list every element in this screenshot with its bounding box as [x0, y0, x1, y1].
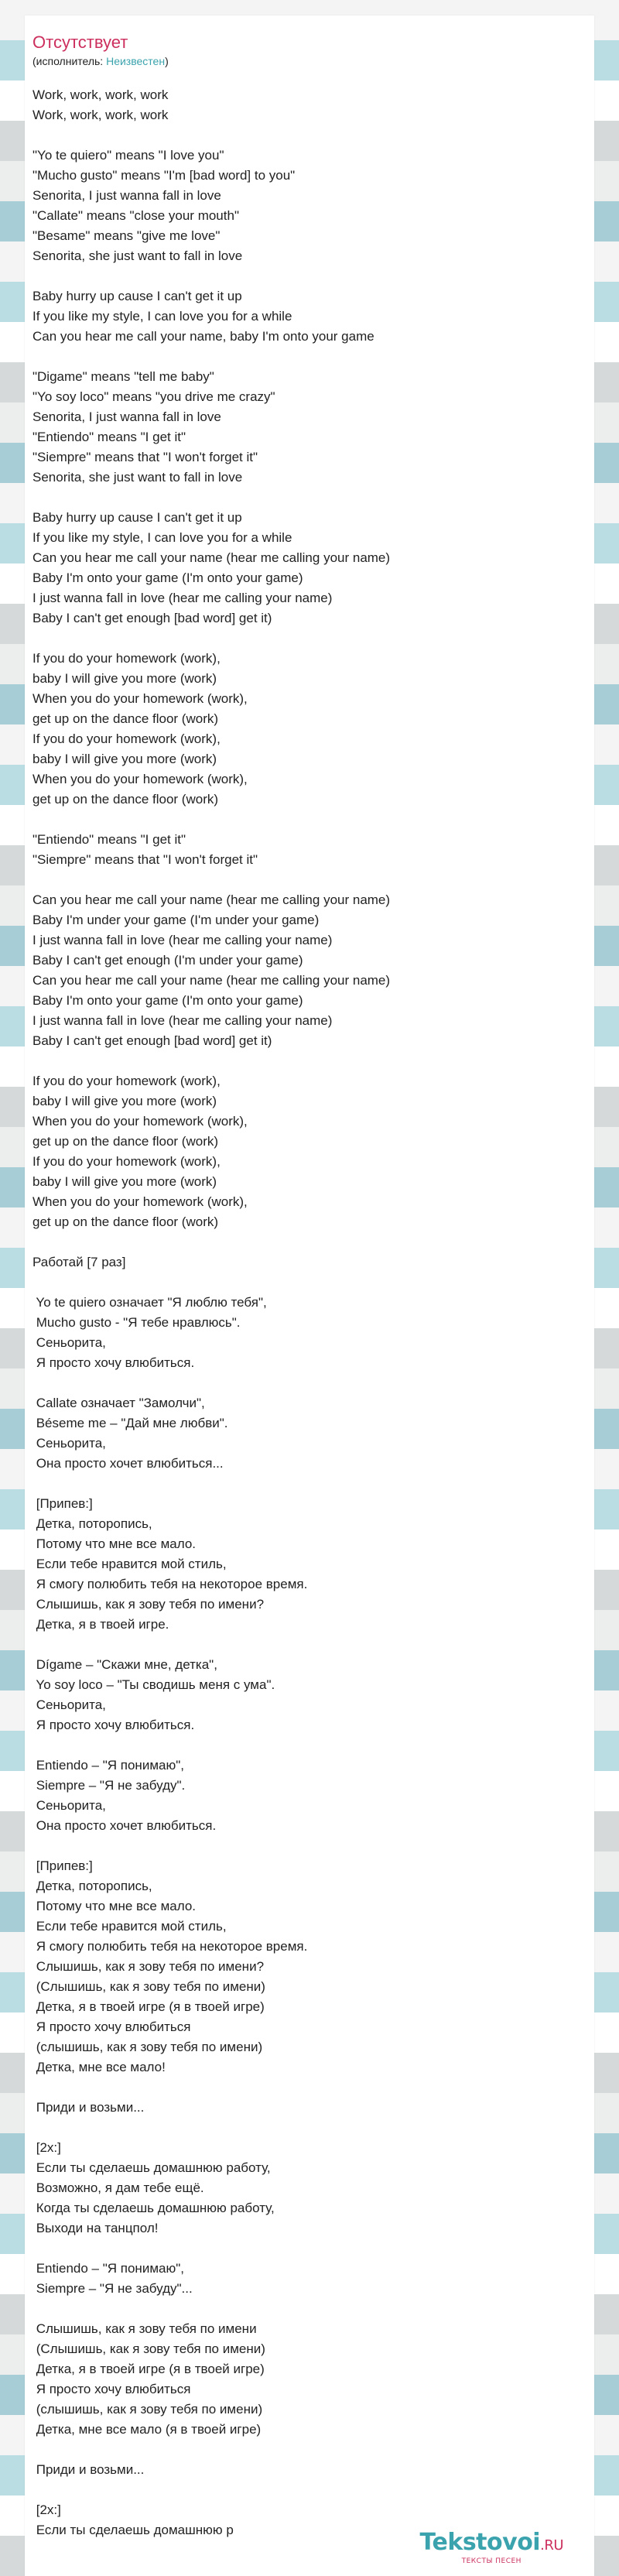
- lyrics-line: Baby I can't get enough (I'm under your game): [32, 953, 303, 968]
- lyrics-blank-line: [32, 1273, 587, 1293]
- lyrics-line: Сеньорита,: [32, 1335, 106, 1350]
- lyrics-line: "Yo te quiero" means "I love you": [32, 148, 224, 163]
- lyrics-blank-line: [32, 2480, 587, 2500]
- lyrics-line: When you do your homework (work),: [32, 772, 248, 786]
- lyrics-line: get up on the dance floor (work): [32, 1134, 219, 1149]
- lyrics-line: baby I will give you more (work): [32, 1174, 217, 1189]
- artist-line: [32, 54, 169, 68]
- lyrics-line: Senorita, I just wanna fall in love: [32, 188, 221, 203]
- lyrics-line: Потому что мне все мало.: [32, 1536, 197, 1551]
- lyrics-line: If you do your homework (work),: [32, 1154, 221, 1169]
- lyrics-blank-line: [32, 1836, 587, 1856]
- lyrics-line: If you do your homework (work),: [32, 731, 221, 746]
- lyrics-line: Dígame – "Скажи мне, детка",: [32, 1657, 217, 1672]
- lyrics-line: [2x:]: [32, 2502, 61, 2517]
- lyrics-line: Выходи на танцпол!: [32, 2221, 159, 2235]
- lyrics-blank-line: [32, 1474, 587, 1494]
- lyrics-line: Baby I'm onto your game (I'm onto your game): [32, 570, 303, 585]
- lyrics-blank-line: [32, 629, 587, 649]
- lyrics-line: Senorita, I just wanna fall in love: [32, 409, 221, 424]
- lyrics-line: Если тебе нравится мой стиль,: [32, 1919, 227, 1934]
- lyrics-blank-line: [32, 1232, 587, 1252]
- lyrics-line: Béseme me – "Дай мне любви".: [32, 1416, 228, 1430]
- lyrics-line: Entiendo – "Я понимаю",: [32, 1758, 184, 1773]
- lyrics-line: Если ты сделаешь домашнюю работу,: [32, 2160, 271, 2175]
- site-logo[interactable]: [420, 2530, 563, 2565]
- lyrics-line: Я смогу полюбить тебя на некоторое время.: [32, 1577, 308, 1591]
- lyrics-line: Can you hear me call your name (hear me calling your name): [32, 550, 391, 565]
- lyrics-line: Я просто хочу влюбиться.: [32, 1355, 195, 1370]
- lyrics-line: If you like my style, I can love you for a while: [32, 530, 292, 545]
- lyrics-line: Приди и возьми...: [32, 2100, 145, 2115]
- lyrics-line: get up on the dance floor (work): [32, 1214, 219, 1229]
- lyrics-line: I just wanna fall in love (hear me calling your name): [32, 933, 333, 947]
- lyrics-line: Сеньорита,: [32, 1697, 106, 1712]
- lyrics-card: [25, 15, 594, 2576]
- lyrics-line: When you do your homework (work),: [32, 1194, 248, 1209]
- logo-wordmark: [420, 2530, 563, 2559]
- lyrics-blank-line: [32, 488, 587, 508]
- lyrics-line: If you do your homework (work),: [32, 651, 221, 666]
- lyrics-line: Can you hear me call your name (hear me calling your name): [32, 892, 391, 907]
- lyrics-line: Слышишь, как я зову тебя по имени?: [32, 1597, 265, 1612]
- lyrics-line: "Entiendo" means "I get it": [32, 832, 186, 847]
- lyrics-blank-line: [32, 2239, 587, 2259]
- lyrics-line: get up on the dance floor (work): [32, 711, 219, 726]
- lyrics-blank-line: [32, 1373, 587, 1393]
- lyrics-line: When you do your homework (work),: [32, 1114, 248, 1129]
- lyrics-blank-line: [32, 1635, 587, 1655]
- lyrics-line: I just wanna fall in love (hear me calling your name): [32, 591, 333, 605]
- lyrics-line: "Besame" means "give me love": [32, 228, 221, 243]
- lyrics-line: Если тебе нравится мой стиль,: [32, 1557, 227, 1571]
- lyrics-line: [Припев:]: [32, 1858, 93, 1873]
- lyrics-line: "Digame" means "tell me baby": [32, 369, 214, 384]
- logo-tagline: ТЕКСТЫ ПЕСЕН: [461, 2557, 522, 2565]
- artist-link[interactable]: Неизвестен: [106, 55, 166, 67]
- lyrics-line: Детка, мне все мало!: [32, 2060, 166, 2074]
- artist-suffix: ): [165, 55, 169, 67]
- lyrics-line: get up on the dance floor (work): [32, 792, 219, 807]
- lyrics-line: Baby I'm under your game (I'm under your game): [32, 913, 320, 927]
- lyrics-blank-line: [32, 870, 587, 890]
- lyrics-line: Baby hurry up cause I can't get it up: [32, 510, 242, 525]
- lyrics-line: (Слышишь, как я зову тебя по имени): [32, 1979, 265, 1994]
- logo-tld: .RU: [540, 2537, 563, 2554]
- lyrics-line: Детка, я в твоей игре.: [32, 1617, 169, 1632]
- lyrics-line: Я просто хочу влюбиться.: [32, 1718, 195, 1732]
- lyrics-blank-line: [32, 2078, 587, 2098]
- lyrics-blank-line: [32, 266, 587, 286]
- lyrics-blank-line: [32, 2118, 587, 2138]
- lyrics-line: Возможно, я дам тебе ещё.: [32, 2180, 204, 2195]
- lyrics-line: Я смогу полюбить тебя на некоторое время.: [32, 1939, 308, 1954]
- lyrics-text: [32, 85, 587, 2540]
- lyrics-line: Детка, я в твоей игре (я в твоей игре): [32, 1999, 265, 2014]
- lyrics-line: Потому что мне все мало.: [32, 1899, 197, 1913]
- lyrics-line: "Mucho gusto" means "I'm [bad word] to you": [32, 168, 296, 183]
- lyrics-blank-line: [32, 2440, 587, 2460]
- lyrics-line: Я просто хочу влюбиться: [32, 2019, 191, 2034]
- lyrics-line: Когда ты сделаешь домашнюю работу,: [32, 2201, 275, 2215]
- lyrics-line: Слышишь, как я зову тебя по имени: [32, 2321, 257, 2336]
- artist-prefix: (исполнитель:: [32, 55, 107, 67]
- lyrics-line: Senorita, she just want to fall in love: [32, 470, 243, 485]
- lyrics-line: Can you hear me call your name (hear me calling your name): [32, 973, 391, 988]
- lyrics-line: baby I will give you more (work): [32, 1094, 217, 1108]
- lyrics-line: (слышишь, как я зову тебя по имени): [32, 2402, 263, 2417]
- lyrics-line: Senorita, she just want to fall in love: [32, 248, 243, 263]
- lyrics-blank-line: [32, 347, 587, 367]
- lyrics-line: (Слышишь, как я зову тебя по имени): [32, 2341, 265, 2356]
- lyrics-line: Сеньорита,: [32, 1436, 106, 1451]
- lyrics-line: baby I will give you more (work): [32, 671, 217, 686]
- lyrics-line: Mucho gusto - "Я тебе нравлюсь".: [32, 1315, 241, 1330]
- lyrics-line: (слышишь, как я зову тебя по имени): [32, 2040, 263, 2054]
- lyrics-line: baby I will give you more (work): [32, 752, 217, 766]
- lyrics-line: Детка, я в твоей игре (я в твоей игре): [32, 2362, 265, 2376]
- lyrics-line: Приди и возьми...: [32, 2462, 145, 2477]
- lyrics-line: Сеньорита,: [32, 1798, 106, 1813]
- lyrics-line: Baby hurry up cause I can't get it up: [32, 289, 242, 303]
- lyrics-line: If you like my style, I can love you for a while: [32, 309, 292, 324]
- lyrics-line: Она просто хочет влюбиться...: [32, 1456, 224, 1471]
- logo-name: Tekstovoi: [419, 2529, 541, 2556]
- lyrics-line: Детка, поторопись,: [32, 1879, 152, 1893]
- lyrics-line: Siempre – "Я не забуду"...: [32, 2281, 193, 2296]
- lyrics-line: Baby I'm onto your game (I'm onto your game): [32, 993, 303, 1008]
- lyrics-line: Work, work, work, work: [32, 108, 169, 122]
- lyrics-line: "Siempre" means that "I won't forget it": [32, 450, 258, 464]
- lyrics-line: Если ты сделаешь домашнюю р: [32, 2523, 234, 2537]
- page-title: Отсутствует: [32, 33, 128, 52]
- lyrics-line: I just wanna fall in love (hear me calling your name): [32, 1013, 333, 1028]
- lyrics-line: "Entiendo" means "I get it": [32, 430, 186, 444]
- lyrics-line: Baby I can't get enough [bad word] get it): [32, 611, 272, 625]
- lyrics-blank-line: [32, 2299, 587, 2319]
- lyrics-line: Я просто хочу влюбиться: [32, 2382, 191, 2396]
- lyrics-line: "Callate" means "close your mouth": [32, 208, 239, 223]
- lyrics-line: Yo te quiero означает "Я люблю тебя",: [32, 1295, 267, 1310]
- lyrics-line: Callate означает "Замолчи",: [32, 1396, 205, 1410]
- lyrics-line: Work, work, work, work: [32, 87, 169, 102]
- lyrics-line: If you do your homework (work),: [32, 1074, 221, 1088]
- lyrics-line: [2x:]: [32, 2140, 61, 2155]
- lyrics-line: Детка, поторопись,: [32, 1516, 152, 1531]
- lyrics-line: [Припев:]: [32, 1496, 93, 1511]
- lyrics-line: Baby I can't get enough [bad word] get it): [32, 1033, 272, 1048]
- lyrics-line: When you do your homework (work),: [32, 691, 248, 706]
- lyrics-blank-line: [32, 125, 587, 146]
- lyrics-blank-line: [32, 1051, 587, 1071]
- lyrics-line: "Siempre" means that "I won't forget it": [32, 852, 258, 867]
- lyrics-line: Siempre – "Я не забуду".: [32, 1778, 186, 1793]
- lyrics-line: Can you hear me call your name, baby I'm onto your game: [32, 329, 374, 344]
- lyrics-line: Детка, мне все мало (я в твоей игре): [32, 2422, 262, 2437]
- lyrics-blank-line: [32, 1735, 587, 1756]
- lyrics-line: Она просто хочет влюбиться.: [32, 1818, 217, 1833]
- lyrics-line: "Yo soy loco" means "you drive me crazy": [32, 389, 275, 404]
- lyrics-line: Слышишь, как я зову тебя по имени?: [32, 1959, 265, 1974]
- lyrics-line: Yo soy loco – "Ты сводишь меня с ума".: [32, 1677, 275, 1692]
- lyrics-blank-line: [32, 810, 587, 830]
- lyrics-line: Работай [7 раз]: [32, 1255, 126, 1269]
- lyrics-line: Entiendo – "Я понимаю",: [32, 2261, 184, 2276]
